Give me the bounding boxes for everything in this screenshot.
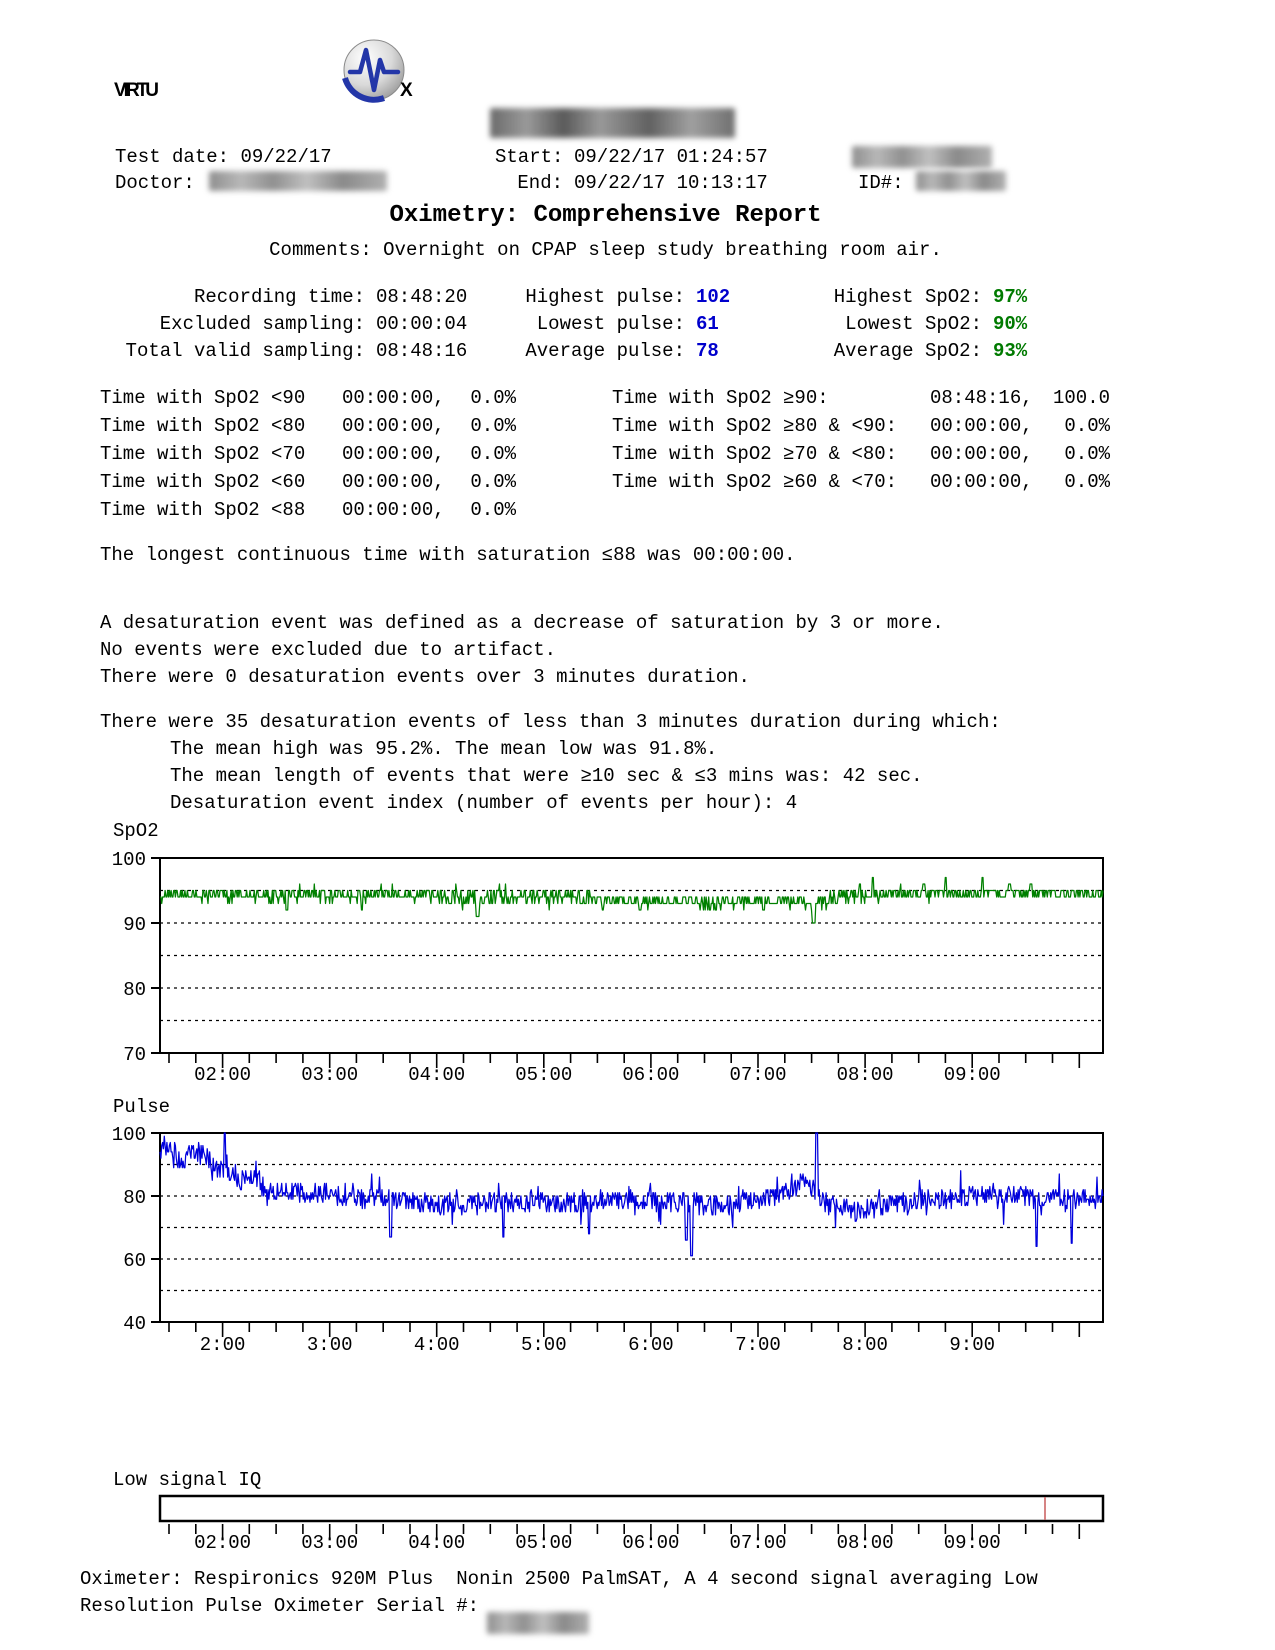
end-label: End: [517,172,563,194]
row-pct: 0.0% [1064,471,1110,493]
row-pct: 100.0 [1052,387,1110,409]
events-detail-line: Desaturation event index (number of events per hour): 4 [170,792,798,814]
x-tick-label: 04:00 [408,1064,466,1086]
row-time: 00:00:00, [342,499,445,521]
stat-label: Lowest pulse: [536,313,685,335]
spo2-chart [0,830,1275,1095]
desat-line: There were 0 desaturation events over 3 minutes duration. [100,666,750,688]
stat-value-pulse: 61 [696,313,719,335]
logo-word-end: X [400,80,413,101]
stat-row [810,338,1027,365]
x-tick-label: 05:00 [515,1064,573,1086]
row-pct: 0.0% [1064,415,1110,437]
row-time: 00:00:00, [930,471,1033,493]
x-tick-label: 06:00 [622,1064,680,1086]
stat-value-spo2: 93% [993,340,1028,362]
row-label: Time with SpO2 <80 [100,415,306,437]
row-pct: 0.0% [470,499,516,521]
stat-label: Average pulse: [525,340,685,362]
end-value: 09/22/17 10:13:17 [574,172,768,194]
stat-row [520,338,730,365]
logo-word-start: VIRTU [114,80,156,101]
stat-label: Recording time: [193,286,365,308]
table-row [100,440,516,468]
x-tick-label: 06:00 [622,1532,680,1554]
row-label: Time with SpO2 ≥80 & <90: [612,415,898,437]
test-date-label: Test date: [115,146,230,168]
x-tick-label: 03:00 [301,1532,359,1554]
id-line [858,170,1006,196]
x-tick-label: 08:00 [836,1064,894,1086]
row-time: 08:48:16, [930,387,1033,409]
end-line [495,170,768,196]
table-row [100,412,516,440]
y-tick-label: 70 [123,1044,146,1066]
doctor-label: Doctor: [115,172,195,194]
row-pct: 0.0% [470,387,516,409]
stat-value-spo2: 90% [993,313,1028,335]
x-tick-label: 02:00 [194,1532,252,1554]
stat-row [115,338,467,365]
table-row [612,468,1110,496]
x-tick-label: 04:00 [408,1532,466,1554]
row-time: 00:00:00, [342,415,445,437]
pulse-chart [0,1100,1275,1365]
stat-row [810,284,1027,311]
pulse-series-line [160,1133,1103,1256]
x-tick-label: 09:00 [943,1064,1001,1086]
stats-col-pulse [520,284,730,365]
stat-row [115,311,467,338]
start-line [495,144,768,170]
table-row [612,412,1110,440]
row-label: Time with SpO2 <88 [100,499,306,521]
pulse-chart-title: Pulse [113,1096,171,1118]
row-pct: 0.0% [470,471,516,493]
stat-value-pulse: 78 [696,340,719,362]
stat-value: 00:00:04 [376,313,468,335]
x-tick-label: 09:00 [943,1532,1001,1554]
row-time: 00:00:00, [342,471,445,493]
y-tick-label: 100 [111,1124,146,1146]
desat-line: No events were excluded due to artifact. [100,639,557,661]
x-tick-label: 03:00 [301,1064,359,1086]
x-tick-label: 9:00 [949,1334,996,1356]
stat-row [520,311,730,338]
y-tick-label: 80 [123,979,146,1001]
desat-line: A desaturation event was defined as a decrease of saturation by 3 or more. [100,612,944,634]
row-time: 00:00:00, [930,415,1033,437]
y-tick-label: 60 [123,1250,146,1272]
row-time: 00:00:00, [342,443,445,465]
stat-value-pulse: 102 [696,286,731,308]
table-row [612,440,1110,468]
device-line: Resolution Pulse Oximeter Serial #: [80,1595,480,1617]
stat-value: 08:48:20 [376,286,468,308]
longest-saturation-line: The longest continuous time with saturation ≤88 was 00:00:00. [100,544,796,566]
stat-label: Highest SpO2: [833,286,982,308]
row-label: Time with SpO2 ≥70 & <80: [612,443,898,465]
row-label: Time with SpO2 <60 [100,471,306,493]
stat-row [115,284,467,311]
row-label: Time with SpO2 <90 [100,387,306,409]
row-label: Time with SpO2 ≥90: [612,387,829,409]
table-row [100,384,516,412]
events-intro-line: There were 35 desaturation events of less than 3 minutes duration during which: [100,711,1001,733]
row-pct: 0.0% [1064,443,1110,465]
virtuox-logo [112,28,457,114]
y-tick-label: 100 [111,849,146,871]
stat-row [810,311,1027,338]
row-pct: 0.0% [470,443,516,465]
y-tick-label: 80 [123,1187,146,1209]
row-label: Time with SpO2 <70 [100,443,306,465]
x-tick-label: 5:00 [520,1334,567,1356]
redacted-patient-name [852,146,992,168]
x-tick-label: 02:00 [194,1064,252,1086]
x-tick-label: 2:00 [199,1334,246,1356]
spo2-chart-title: SpO2 [113,820,159,842]
id-label: ID#: [858,172,904,194]
low-signal-iq-title: Low signal IQ [113,1469,262,1491]
logo-globe-icon [344,40,404,100]
start-label: Start: [495,146,564,168]
x-tick-label: 05:00 [515,1532,573,1554]
redacted-footer [487,1612,589,1634]
stat-label: Total valid sampling: [125,340,365,362]
x-tick-label: 8:00 [842,1334,888,1356]
comments-line: Comments: Overnight on CPAP sleep study breathing room air. [269,239,942,261]
x-tick-label: 6:00 [628,1334,674,1356]
spo2-series-line [160,878,1103,924]
stat-value: 08:48:16 [376,340,468,362]
stat-label: Average SpO2: [833,340,982,362]
stats-col-spo2 [810,284,1027,365]
iq-bar-border [160,1496,1103,1521]
redacted-report-header [490,108,735,138]
spo2-time-table-left [100,384,516,524]
row-label: Time with SpO2 ≥60 & <70: [612,471,898,493]
events-detail-line: The mean length of events that were ≥10 sec & ≤3 mins was: 42 sec. [170,765,923,787]
stat-row [520,284,730,311]
row-time: 00:00:00, [342,387,445,409]
stats-col-recording [115,284,467,365]
stat-label: Lowest SpO2: [845,313,982,335]
events-detail-line: The mean high was 95.2%. The mean low was 91.8%. [170,738,718,760]
test-date-value: 09/22/17 [240,146,332,168]
page-title: Oximetry: Comprehensive Report [389,202,822,229]
x-tick-label: 7:00 [735,1334,781,1356]
device-line: Oximeter: Respironics 920M Plus Nonin 2500 PalmSAT, A 4 second signal averaging Low [80,1568,1038,1590]
events-detail-block [170,736,923,817]
table-row [612,384,1110,412]
table-row [100,468,516,496]
stat-label: Excluded sampling: [159,313,365,335]
stat-value-spo2: 97% [993,286,1028,308]
table-row [100,496,516,524]
x-tick-label: 07:00 [729,1064,787,1086]
x-tick-label: 4:00 [413,1334,460,1356]
redacted-doctor-name [209,171,387,191]
x-tick-label: 08:00 [836,1532,894,1554]
row-time: 00:00:00, [930,443,1033,465]
desaturation-definition-block [100,610,944,691]
x-tick-label: 3:00 [306,1334,353,1356]
y-tick-label: 90 [123,914,146,936]
spo2-time-table-right [612,384,1110,496]
y-tick-label: 40 [123,1313,146,1335]
row-pct: 0.0% [470,415,516,437]
redacted-id [916,171,1006,191]
start-value: 09/22/17 01:24:57 [574,146,768,168]
test-date-line [115,144,332,170]
stat-label: Highest pulse: [525,286,685,308]
x-tick-label: 07:00 [729,1532,787,1554]
low-signal-iq-bar [0,1490,1275,1570]
doctor-line [115,170,387,196]
